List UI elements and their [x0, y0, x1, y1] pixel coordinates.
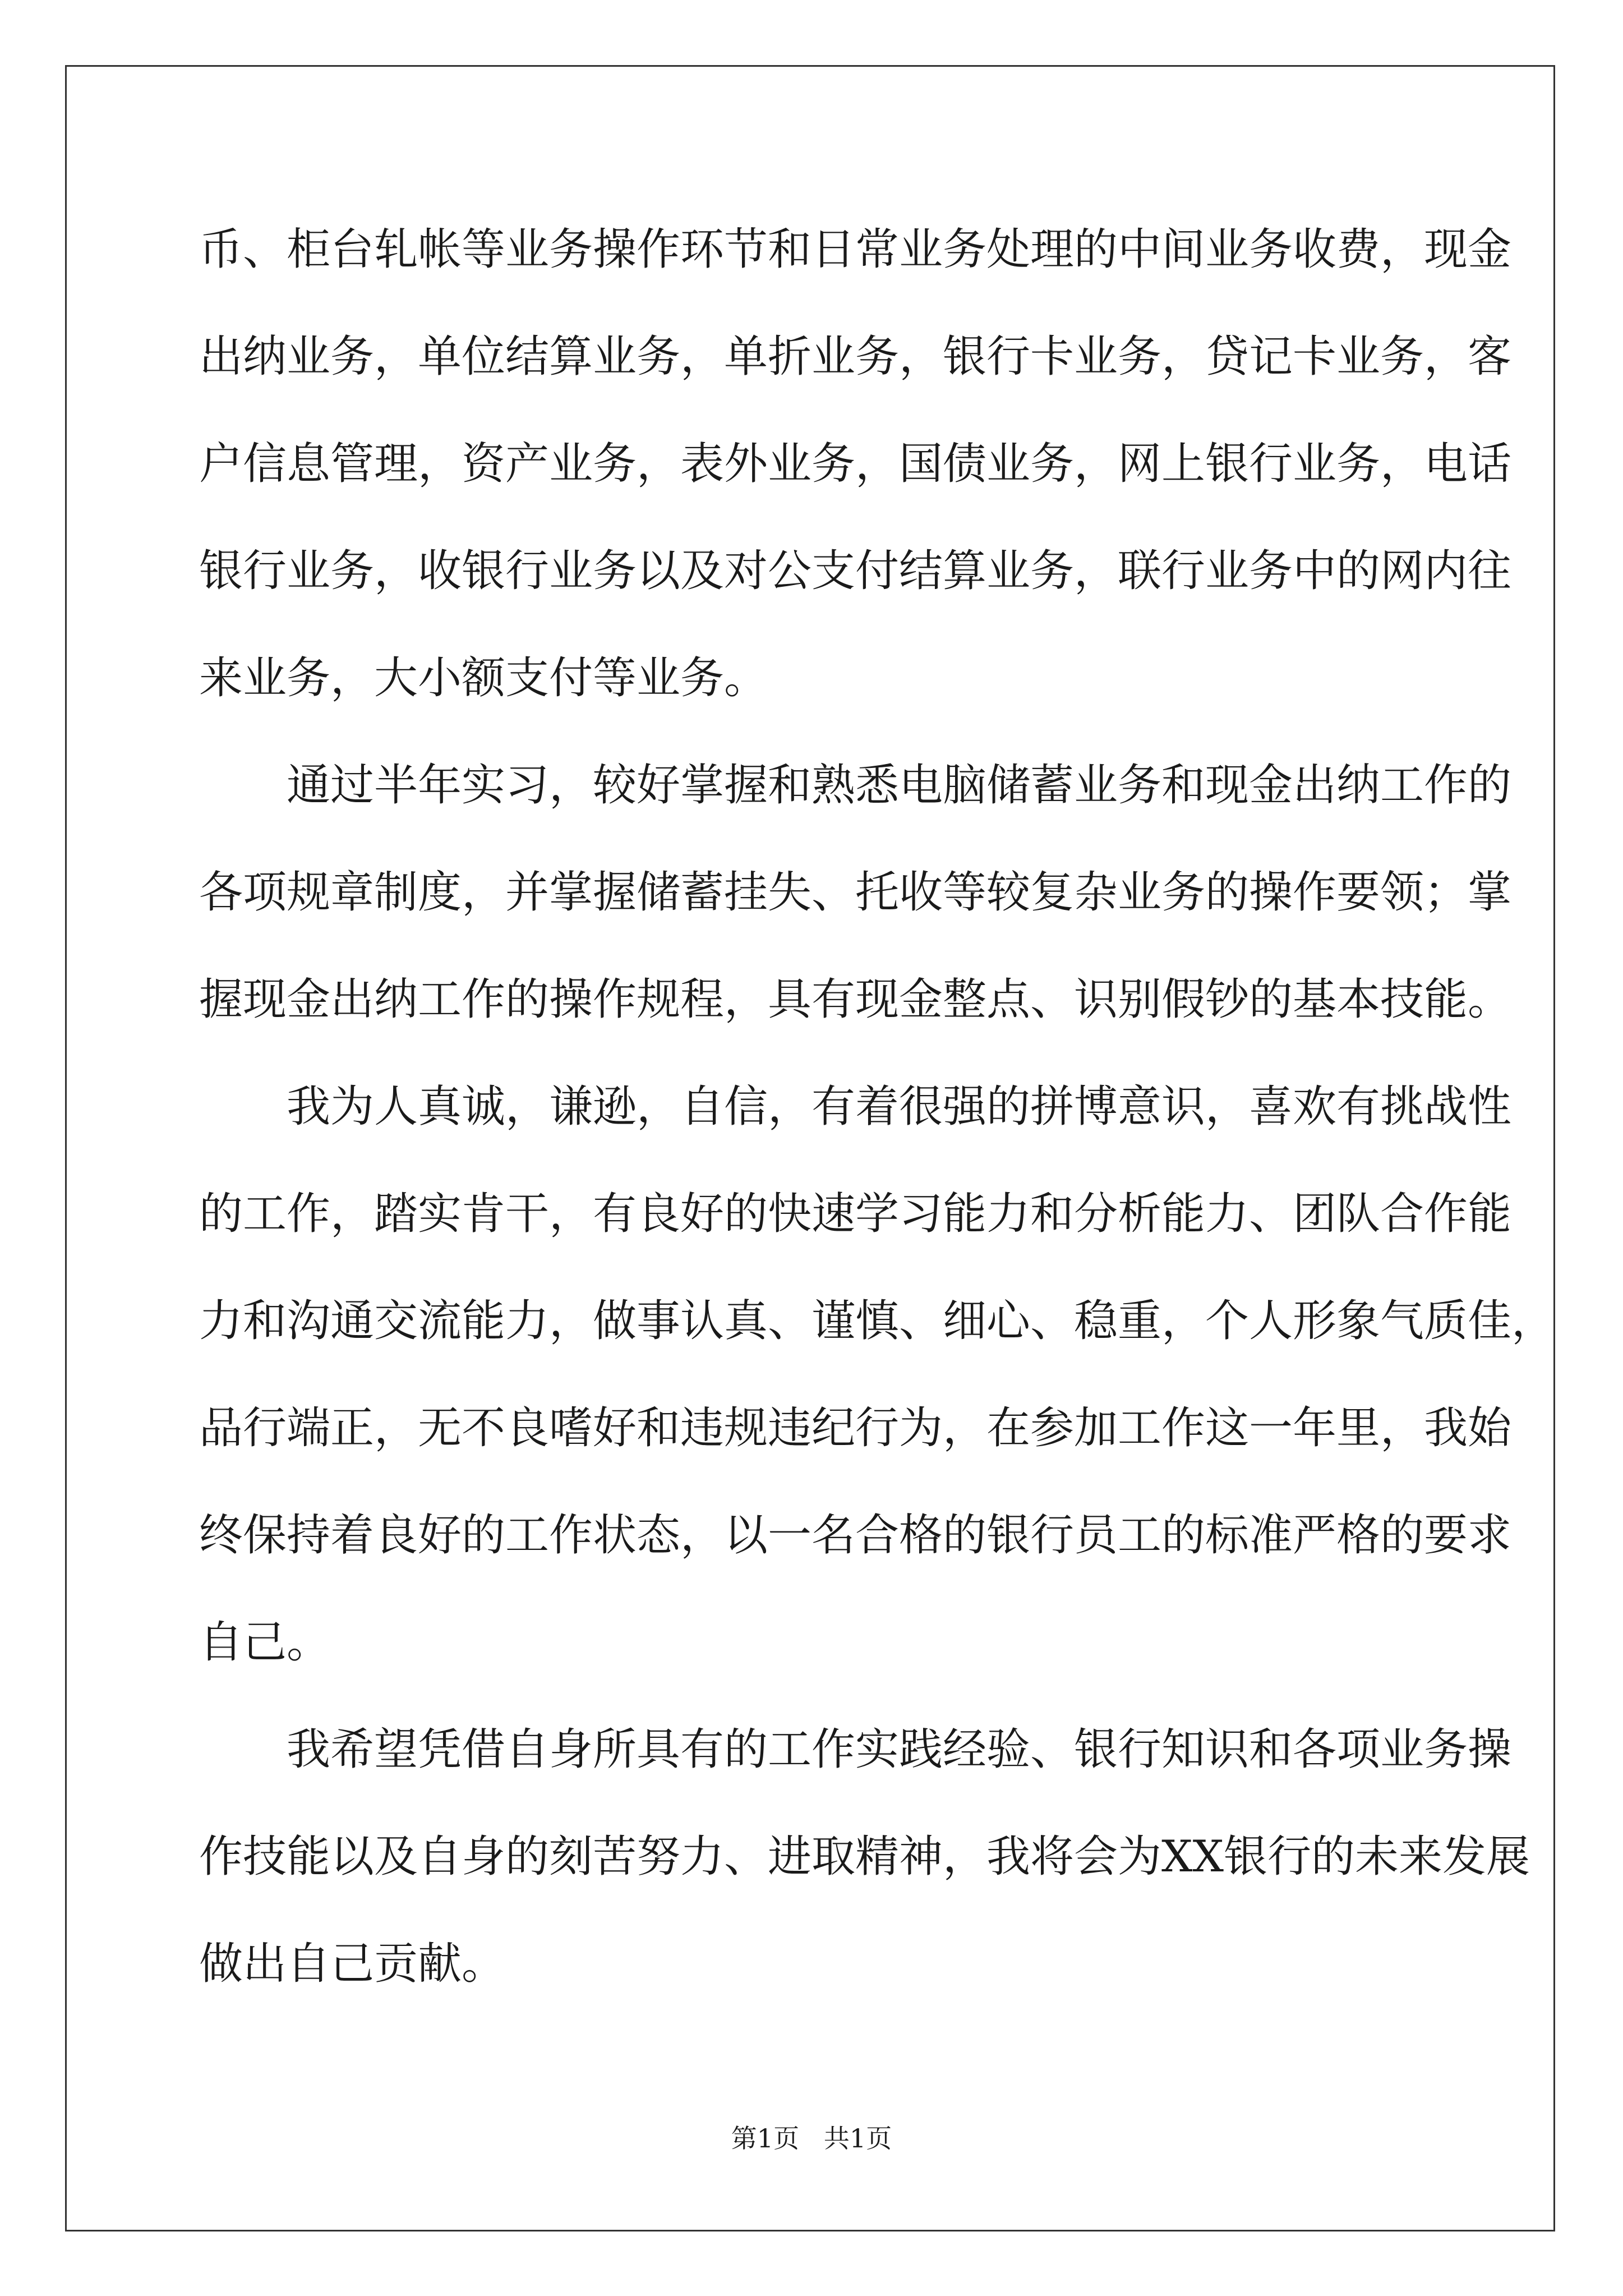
- text-line: 自己。: [199, 1617, 331, 1668]
- text-line: 作技能以及自身的刻苦努力、进取精神，我将会为XX银行的未来发展: [199, 1832, 1530, 1882]
- text-line: 我希望凭借自身所具有的工作实践经验、银行知识和各项业务操: [287, 1724, 1512, 1775]
- document-body: [199, 208, 1556, 2029]
- text-line: 握现金出纳工作的操作规程，具有现金整点、识别假钞的基本技能。: [199, 974, 1512, 1025]
- text-line: 通过半年实习，较好掌握和熟悉电脑储蓄业务和现金出纳工作的: [287, 760, 1512, 811]
- page-number: 第1页 共1页: [731, 2123, 892, 2154]
- text-line: 来业务，大小额支付等业务。: [199, 653, 768, 703]
- text-line: 的工作，踏实肯干，有良好的快速学习能力和分析能力、团队合作能: [199, 1189, 1512, 1239]
- text-line: 做出自己贡献。: [199, 1939, 506, 1989]
- text-line: 终保持着良好的工作状态，以一名合格的银行员工的标准严格的要求: [199, 1510, 1512, 1561]
- text-line: 品行端正，无不良嗜好和违规违纪行为，在参加工作这一年里，我始: [199, 1403, 1512, 1453]
- page-footer: [0, 2122, 1623, 2155]
- text-line: 币、柜台轧帐等业务操作环节和日常业务处理的中间业务收费，现金: [199, 224, 1512, 275]
- text-line: 各项规章制度，并掌握储蓄挂失、托收等较复杂业务的操作要领；掌: [199, 867, 1512, 918]
- text-line: 力和沟通交流能力，做事认真、谨慎、细心、稳重，个人形象气质佳，: [199, 1296, 1556, 1346]
- text-line: 户信息管理，资产业务，表外业务，国债业务，网上银行业务，电话: [199, 439, 1512, 489]
- text-line: 出纳业务，单位结算业务，单折业务，银行卡业务，贷记卡业务，客: [199, 332, 1512, 382]
- text-line: 我为人真诚，谦逊，自信，有着很强的拼博意识，喜欢有挑战性: [287, 1082, 1512, 1132]
- text-line: 银行业务，收银行业务以及对公支付结算业务，联行业务中的网内往: [199, 546, 1512, 596]
